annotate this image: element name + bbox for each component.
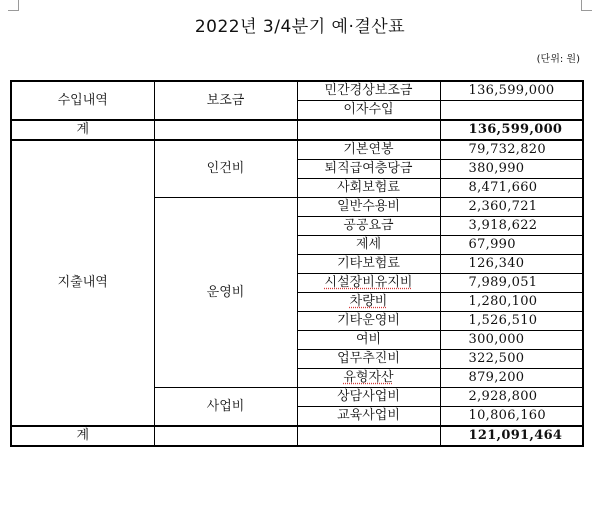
item-name-cell: 기본연봉 (297, 140, 440, 160)
item-name-cell: 제세 (297, 236, 440, 255)
item-amount-cell: 126,340 (440, 255, 583, 274)
item-amount-cell: 79,732,820 (440, 140, 583, 160)
empty-cell (154, 120, 297, 140)
item-name-cell (297, 369, 440, 388)
expense-group-cell: 운영비 (154, 198, 297, 388)
item-name-cell: 여비 (297, 331, 440, 350)
item-name-cell: 공공요금 (297, 217, 440, 236)
item-amount-cell: 7,989,051 (440, 274, 583, 293)
expense-group-cell: 인건비 (154, 140, 297, 198)
item-amount-cell: 380,990 (440, 160, 583, 179)
item-amount-cell: 879,200 (440, 369, 583, 388)
item-name-cell: 기타보험료 (297, 255, 440, 274)
item-name-text: 차량비 (349, 294, 388, 309)
item-name-cell: 이자수입 (297, 101, 440, 121)
item-name-text: 유형자산 (343, 370, 394, 385)
empty-cell (297, 120, 440, 140)
item-name-cell: 상담사업비 (297, 388, 440, 407)
item-amount-cell: 2,928,800 (440, 388, 583, 407)
page-corner-mark-left (8, 0, 19, 11)
item-amount-cell: 8,471,660 (440, 179, 583, 198)
empty-cell (154, 426, 297, 446)
item-amount-cell: 136,599,000 (440, 81, 583, 101)
table-row (11, 140, 583, 160)
item-amount-cell: 2,360,721 (440, 198, 583, 217)
expense-category-cell: 지출내역 (11, 140, 154, 426)
item-amount-cell: 1,280,100 (440, 293, 583, 312)
budget-table (10, 80, 584, 447)
income-total-amount: 136,599,000 (440, 120, 583, 140)
income-group-cell: 보조금 (154, 81, 297, 120)
item-amount-cell: 1,526,510 (440, 312, 583, 331)
item-name-cell: 교육사업비 (297, 407, 440, 427)
item-name-cell: 기타운영비 (297, 312, 440, 331)
item-name-cell (297, 293, 440, 312)
table-row (11, 81, 583, 101)
expense-group-cell: 사업비 (154, 388, 297, 427)
item-name-cell: 퇴직급여충당금 (297, 160, 440, 179)
item-amount-cell (440, 101, 583, 121)
item-name-cell (297, 274, 440, 293)
income-category-cell: 수입내역 (11, 81, 154, 120)
item-name-cell: 사회보험료 (297, 179, 440, 198)
expense-total-label: 계 (11, 426, 154, 446)
item-name-cell: 업무추진비 (297, 350, 440, 369)
item-name-cell: 일반수용비 (297, 198, 440, 217)
income-total-label: 계 (11, 120, 154, 140)
item-name-text: 시설장비유지비 (324, 275, 413, 290)
empty-cell (297, 426, 440, 446)
item-name-cell: 민간경상보조금 (297, 81, 440, 101)
expense-total-amount: 121,091,464 (440, 426, 583, 446)
page-corner-mark-right (581, 0, 592, 11)
item-amount-cell: 3,918,622 (440, 217, 583, 236)
item-amount-cell: 322,500 (440, 350, 583, 369)
item-amount-cell: 300,000 (440, 331, 583, 350)
document-title: 2022년 3/4분기 예·결산표 (194, 17, 406, 37)
item-amount-cell: 10,806,160 (440, 407, 583, 427)
item-amount-cell: 67,990 (440, 236, 583, 255)
unit-label: (단위: 원) (536, 54, 580, 65)
income-total-row (11, 120, 583, 140)
expense-total-row (11, 426, 583, 446)
